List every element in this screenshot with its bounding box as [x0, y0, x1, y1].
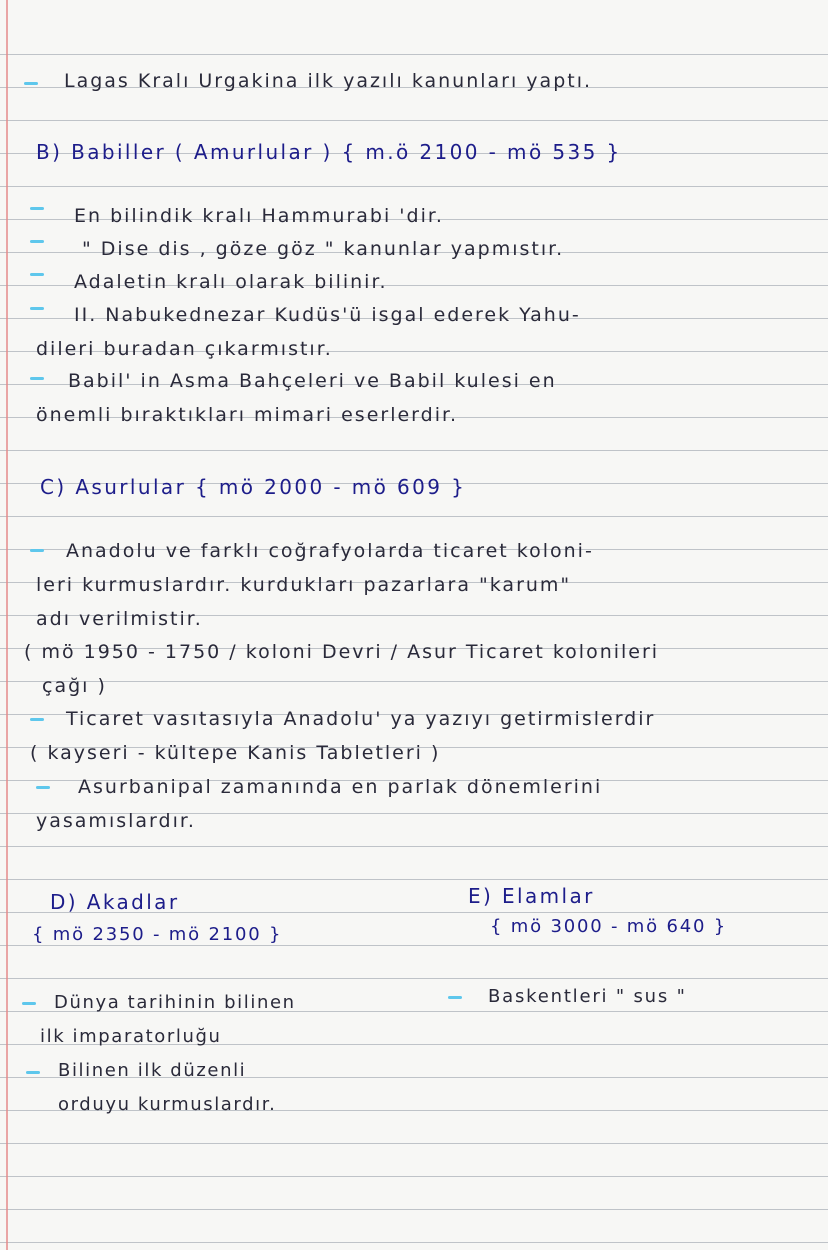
text-line: ( mö 1950 - 1750 / koloni Devri / Asur Ticaret kolonileri [24, 641, 660, 663]
section-heading-akadlar: D) Akadlar [50, 890, 180, 914]
text-line: Anadolu ve farklı coğrafyolarda ticaret koloni- [66, 540, 594, 562]
text-line: Babil' in Asma Bahçeleri ve Babil kulesi en [68, 370, 557, 392]
text-line: Dünya tarihinin bilinen [54, 992, 296, 1013]
bullet-mark [30, 377, 44, 380]
text-line: En bilindik kralı Hammurabi 'dir. [74, 205, 444, 227]
bullet-mark [36, 786, 50, 789]
bullet-mark [30, 549, 44, 552]
bullet-mark [22, 1002, 36, 1005]
text-line: " Dise dis , göze göz " kanunlar yapmıstır. [82, 238, 565, 260]
bullet-mark [448, 996, 462, 999]
bullet-mark [30, 718, 44, 721]
text-line: ilk imparatorluğu [40, 1026, 222, 1047]
bullet-mark [30, 273, 44, 276]
text-line: ( kayseri - kültepe Kanis Tabletleri ) [30, 742, 441, 764]
margin-line [6, 0, 8, 1250]
akadlar-dates: { mö 2350 - mö 2100 } [32, 924, 283, 945]
text-line: II. Nabukednezar Kudüs'ü isgal ederek Yahu- [74, 304, 581, 326]
text-line: adı verilmistir. [36, 608, 203, 630]
bullet-mark [30, 207, 44, 210]
section-heading-babiller: B) Babiller ( Amurlular ) { m.ö 2100 - mö 535 } [36, 140, 622, 164]
text-line: Asurbanipal zamanında en parlak dönemlerini [78, 776, 603, 798]
text-line: önemli bıraktıkları mimari eserlerdir. [36, 404, 459, 426]
text-line: Lagas Kralı Urgakina ilk yazılı kanunları yaptı. [64, 70, 593, 92]
text-line: orduyu kurmuslardır. [58, 1094, 277, 1115]
elamlar-dates: { mö 3000 - mö 640 } [490, 916, 727, 937]
bullet-mark [30, 240, 44, 243]
text-line: Baskentleri " sus " [488, 986, 687, 1007]
text-line: dileri buradan çıkarmıstır. [36, 338, 333, 360]
text-line: yasamıslardır. [36, 810, 196, 832]
bullet-mark [26, 1071, 40, 1074]
section-heading-asurlular: C) Asurlular { mö 2000 - mö 609 } [40, 475, 467, 499]
text-line: Bilinen ilk düzenli [58, 1060, 247, 1081]
text-line: çağı ) [42, 675, 107, 697]
text-line: Adaletin kralı olarak bilinir. [74, 271, 388, 293]
text-line: Ticaret vasıtasıyla Anadolu' ya yazıyı getirmislerdir [66, 708, 656, 730]
section-heading-elamlar: E) Elamlar [468, 884, 595, 908]
bullet-mark [30, 307, 44, 310]
text-line: leri kurmuslardır. kurdukları pazarlara "karum" [36, 574, 572, 596]
bullet-mark [24, 82, 38, 85]
